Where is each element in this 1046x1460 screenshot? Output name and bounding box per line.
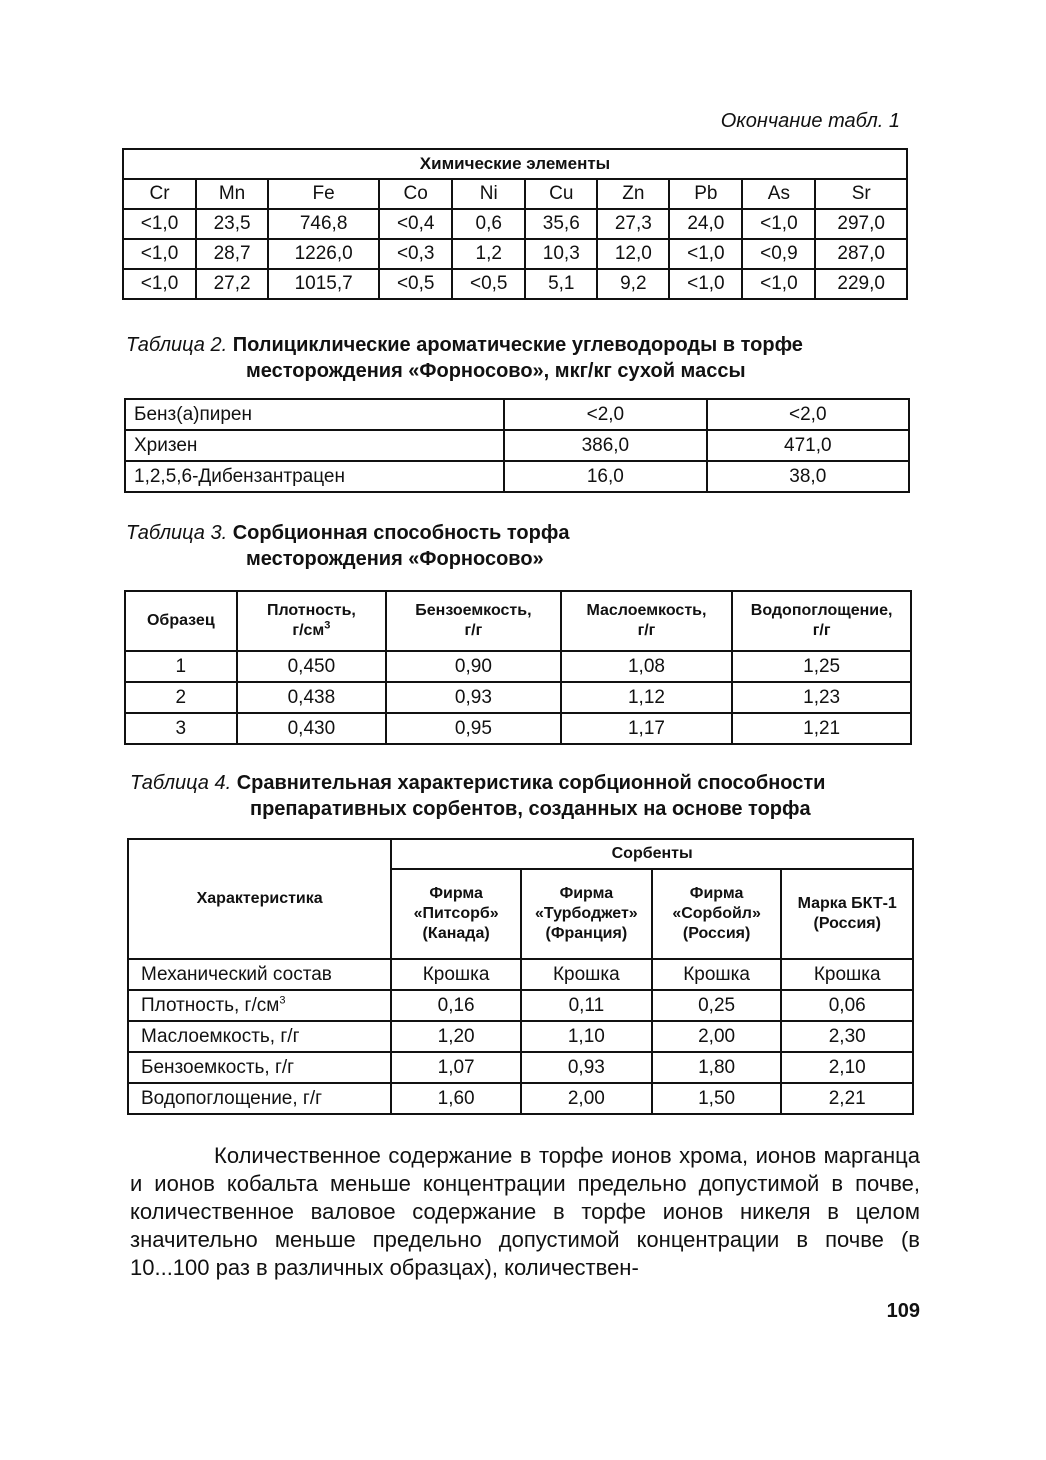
table-cell: 2,10 bbox=[781, 1052, 913, 1083]
element-symbol-cell: Cu bbox=[525, 179, 597, 209]
table-cell: <0,9 bbox=[742, 239, 815, 269]
body-paragraph bbox=[130, 1142, 920, 1282]
table-cell: <1,0 bbox=[123, 269, 196, 299]
characteristic-name: Маслоемкость, г/г bbox=[141, 1025, 300, 1047]
sorbent-header-line: (Франция) bbox=[545, 925, 628, 942]
table-row bbox=[125, 461, 909, 492]
characteristic-header: Характеристика bbox=[128, 839, 391, 959]
sorbent-header-line: «Сорбойл» bbox=[672, 905, 761, 922]
table-cell: 2,30 bbox=[781, 1021, 913, 1052]
table4-title-line2: препаративных сорбентов, созданных на основе торфа bbox=[250, 798, 811, 820]
table-cell: <1,0 bbox=[742, 269, 815, 299]
table-cell: 1,80 bbox=[652, 1052, 782, 1083]
table-cell: 1,20 bbox=[391, 1021, 521, 1052]
table-cell: 0,16 bbox=[391, 990, 521, 1021]
column-header-line1: Плотность, bbox=[266, 602, 356, 619]
table-cell: 1,08 bbox=[561, 651, 733, 682]
table-cell: 1,07 bbox=[391, 1052, 521, 1083]
table-cell: 297,0 bbox=[815, 209, 907, 239]
table-cell: <0,5 bbox=[379, 269, 452, 299]
column-header-line2: г/г bbox=[812, 622, 831, 639]
table-continuation-note: Окончание табл. 1 bbox=[720, 110, 900, 132]
element-symbol-cell: Pb bbox=[669, 179, 742, 209]
sorbent-header-line: Фирма bbox=[689, 885, 744, 902]
table-cell: 28,7 bbox=[196, 239, 268, 269]
chemical-elements-table bbox=[122, 148, 908, 300]
table-cell: 229,0 bbox=[815, 269, 907, 299]
table-cell: <1,0 bbox=[123, 209, 196, 239]
table-cell: 38,0 bbox=[707, 461, 909, 492]
table3-title-line1: Сорбционная способность торфа bbox=[232, 522, 570, 544]
table2-title-line1: Полициклические ароматические углеводороды в торфе bbox=[232, 334, 803, 356]
table-row bbox=[128, 1021, 913, 1052]
table3-title-line2: месторождения «Форносово» bbox=[246, 548, 544, 570]
element-symbol-cell: Fe bbox=[268, 179, 379, 209]
table-cell: 0,06 bbox=[781, 990, 913, 1021]
table-cell: <2,0 bbox=[504, 399, 706, 430]
table-cell: Крошка bbox=[391, 959, 521, 990]
table-row bbox=[123, 209, 907, 239]
table2-caption bbox=[126, 332, 926, 384]
table-cell: 3 bbox=[125, 713, 237, 744]
table-cell: 1,10 bbox=[521, 1021, 652, 1052]
element-symbol-cell: Co bbox=[379, 179, 452, 209]
sorbent-header bbox=[781, 869, 913, 959]
sorbent-header-line: Фирма bbox=[559, 885, 614, 902]
sorbent-header-line: «Турбоджет» bbox=[535, 905, 638, 922]
table-cell: <1,0 bbox=[669, 239, 742, 269]
characteristic-name-cell bbox=[128, 990, 391, 1021]
column-header-line1: Водопоглощение, bbox=[750, 602, 893, 619]
table2-label: Таблица 2. bbox=[126, 334, 228, 356]
table-row bbox=[125, 430, 909, 461]
compound-name-cell: Хризен bbox=[125, 430, 504, 461]
sorbents-comparison-table bbox=[127, 838, 914, 1115]
table-cell: Крошка bbox=[781, 959, 913, 990]
table-cell: 1,50 bbox=[652, 1083, 782, 1114]
compound-name-cell: 1,2,5,6-Дибензантрацен bbox=[125, 461, 504, 492]
superscript: 3 bbox=[324, 619, 331, 632]
table-row bbox=[125, 399, 909, 430]
table-cell: <1,0 bbox=[123, 239, 196, 269]
superscript: 3 bbox=[279, 994, 286, 1007]
table-row bbox=[125, 682, 911, 713]
element-symbol-cell: Zn bbox=[597, 179, 669, 209]
page-number: 109 bbox=[886, 1300, 920, 1322]
sorbent-header-line: «Питсорб» bbox=[413, 905, 499, 922]
table-cell: Крошка bbox=[521, 959, 652, 990]
column-header-line2: г/см bbox=[292, 622, 325, 639]
column-header-line2: г/г bbox=[637, 622, 656, 639]
column-header-line2: г/г bbox=[464, 622, 483, 639]
table2-title-line2: месторождения «Форносово», мкг/кг сухой массы bbox=[246, 360, 746, 382]
table-cell: 0,450 bbox=[237, 651, 387, 682]
table-cell: 5,1 bbox=[525, 269, 597, 299]
column-header-line1: Бензоемкость, bbox=[415, 602, 532, 619]
sorbent-header-line: (Канада) bbox=[422, 925, 490, 942]
element-symbol-cell: Ni bbox=[452, 179, 525, 209]
sorbent-header-line: Марка БКТ-1 bbox=[797, 895, 897, 912]
compound-name-cell: Бенз(а)пирен bbox=[125, 399, 504, 430]
table-cell: 0,93 bbox=[521, 1052, 652, 1083]
table-row bbox=[125, 651, 911, 682]
table-row bbox=[128, 990, 913, 1021]
table-row bbox=[123, 269, 907, 299]
characteristic-name: Плотность, г/см bbox=[141, 994, 280, 1016]
table-cell: 0,25 bbox=[652, 990, 782, 1021]
table-cell: <1,0 bbox=[742, 209, 815, 239]
table-cell: 27,2 bbox=[196, 269, 268, 299]
table-cell: <0,4 bbox=[379, 209, 452, 239]
table-cell: <1,0 bbox=[669, 269, 742, 299]
column-header bbox=[125, 591, 237, 651]
table-cell: 0,438 bbox=[237, 682, 387, 713]
column-header bbox=[732, 591, 911, 651]
table4-label: Таблица 4. bbox=[130, 772, 232, 794]
column-header-line1: Образец bbox=[146, 612, 215, 629]
characteristic-name: Механический состав bbox=[141, 963, 332, 985]
table-cell: <0,5 bbox=[452, 269, 525, 299]
header-row bbox=[125, 591, 911, 651]
column-header bbox=[561, 591, 733, 651]
table-cell: 0,11 bbox=[521, 990, 652, 1021]
table-cell: 1,60 bbox=[391, 1083, 521, 1114]
table-cell: 746,8 bbox=[268, 209, 379, 239]
body-paragraph-text: Количественное содержание в торфе ионов хрома, ионов марганца и ионов кобальта меньше концентрации предельно допустимой в почве, количественное валовое содержание в торфе ионов никеля в целом значительно меньше предельно допустимой концентрации в почве (в 10...100 раз в различных образцах), количествен- bbox=[130, 1143, 920, 1280]
table-cell: 1,21 bbox=[732, 713, 911, 744]
pah-table bbox=[124, 398, 910, 493]
characteristic-name-cell bbox=[128, 959, 391, 990]
table-cell: 35,6 bbox=[525, 209, 597, 239]
table3-caption bbox=[126, 520, 926, 572]
table-cell: 1,23 bbox=[732, 682, 911, 713]
column-header bbox=[386, 591, 561, 651]
table-cell: 0,93 bbox=[386, 682, 561, 713]
table-cell: 2,00 bbox=[521, 1083, 652, 1114]
chemical-elements-header: Химические элементы bbox=[123, 149, 907, 179]
table-row bbox=[128, 1052, 913, 1083]
table-cell: 386,0 bbox=[504, 430, 706, 461]
column-header bbox=[237, 591, 387, 651]
table-cell: 23,5 bbox=[196, 209, 268, 239]
characteristic-name-cell bbox=[128, 1052, 391, 1083]
table4-caption bbox=[130, 770, 930, 822]
sorbents-header: Сорбенты bbox=[391, 839, 913, 869]
table-cell: 2,21 bbox=[781, 1083, 913, 1114]
table-cell: 1,17 bbox=[561, 713, 733, 744]
element-symbol-cell: As bbox=[742, 179, 815, 209]
table-cell: <2,0 bbox=[707, 399, 909, 430]
sorbent-header bbox=[652, 869, 782, 959]
table4-title-line1: Сравнительная характеристика сорбционной способности bbox=[236, 772, 826, 794]
characteristic-name: Бензоемкость, г/г bbox=[141, 1056, 295, 1078]
table-cell: 1,25 bbox=[732, 651, 911, 682]
table-cell: 287,0 bbox=[815, 239, 907, 269]
table-cell: 2 bbox=[125, 682, 237, 713]
table-cell: Крошка bbox=[652, 959, 782, 990]
table-cell: 0,90 bbox=[386, 651, 561, 682]
table-cell: 12,0 bbox=[597, 239, 669, 269]
table-row bbox=[125, 713, 911, 744]
table-cell: 0,430 bbox=[237, 713, 387, 744]
table-row bbox=[128, 1083, 913, 1114]
table3-label: Таблица 3. bbox=[126, 522, 228, 544]
table-cell: <0,3 bbox=[379, 239, 452, 269]
table-cell: 2,00 bbox=[652, 1021, 782, 1052]
table-cell: 1 bbox=[125, 651, 237, 682]
table-cell: 0,95 bbox=[386, 713, 561, 744]
table-cell: 27,3 bbox=[597, 209, 669, 239]
table-cell: 1226,0 bbox=[268, 239, 379, 269]
sorbent-header-line: (Россия) bbox=[813, 915, 881, 932]
table-cell: 1,12 bbox=[561, 682, 733, 713]
table-cell: 9,2 bbox=[597, 269, 669, 299]
table-row bbox=[123, 239, 907, 269]
table-row bbox=[128, 959, 913, 990]
sorption-capacity-table bbox=[124, 590, 912, 745]
characteristic-name-cell bbox=[128, 1021, 391, 1052]
element-symbols-row bbox=[123, 179, 907, 209]
sorbent-header bbox=[391, 869, 521, 959]
table-cell: 471,0 bbox=[707, 430, 909, 461]
table-cell: 16,0 bbox=[504, 461, 706, 492]
table-cell: 1,2 bbox=[452, 239, 525, 269]
table-cell: 24,0 bbox=[669, 209, 742, 239]
element-symbol-cell: Mn bbox=[196, 179, 268, 209]
table-cell: 0,6 bbox=[452, 209, 525, 239]
table-cell: 10,3 bbox=[525, 239, 597, 269]
sorbent-header-line: Фирма bbox=[429, 885, 483, 902]
element-symbol-cell: Cr bbox=[123, 179, 196, 209]
element-symbol-cell: Sr bbox=[815, 179, 907, 209]
table-cell: 1015,7 bbox=[268, 269, 379, 299]
sorbent-header bbox=[521, 869, 652, 959]
sorbent-header-line: (Россия) bbox=[682, 925, 751, 942]
characteristic-name-cell bbox=[128, 1083, 391, 1114]
column-header-line1: Маслоемкость, bbox=[586, 602, 707, 619]
characteristic-name: Водопоглощение, г/г bbox=[141, 1087, 323, 1109]
